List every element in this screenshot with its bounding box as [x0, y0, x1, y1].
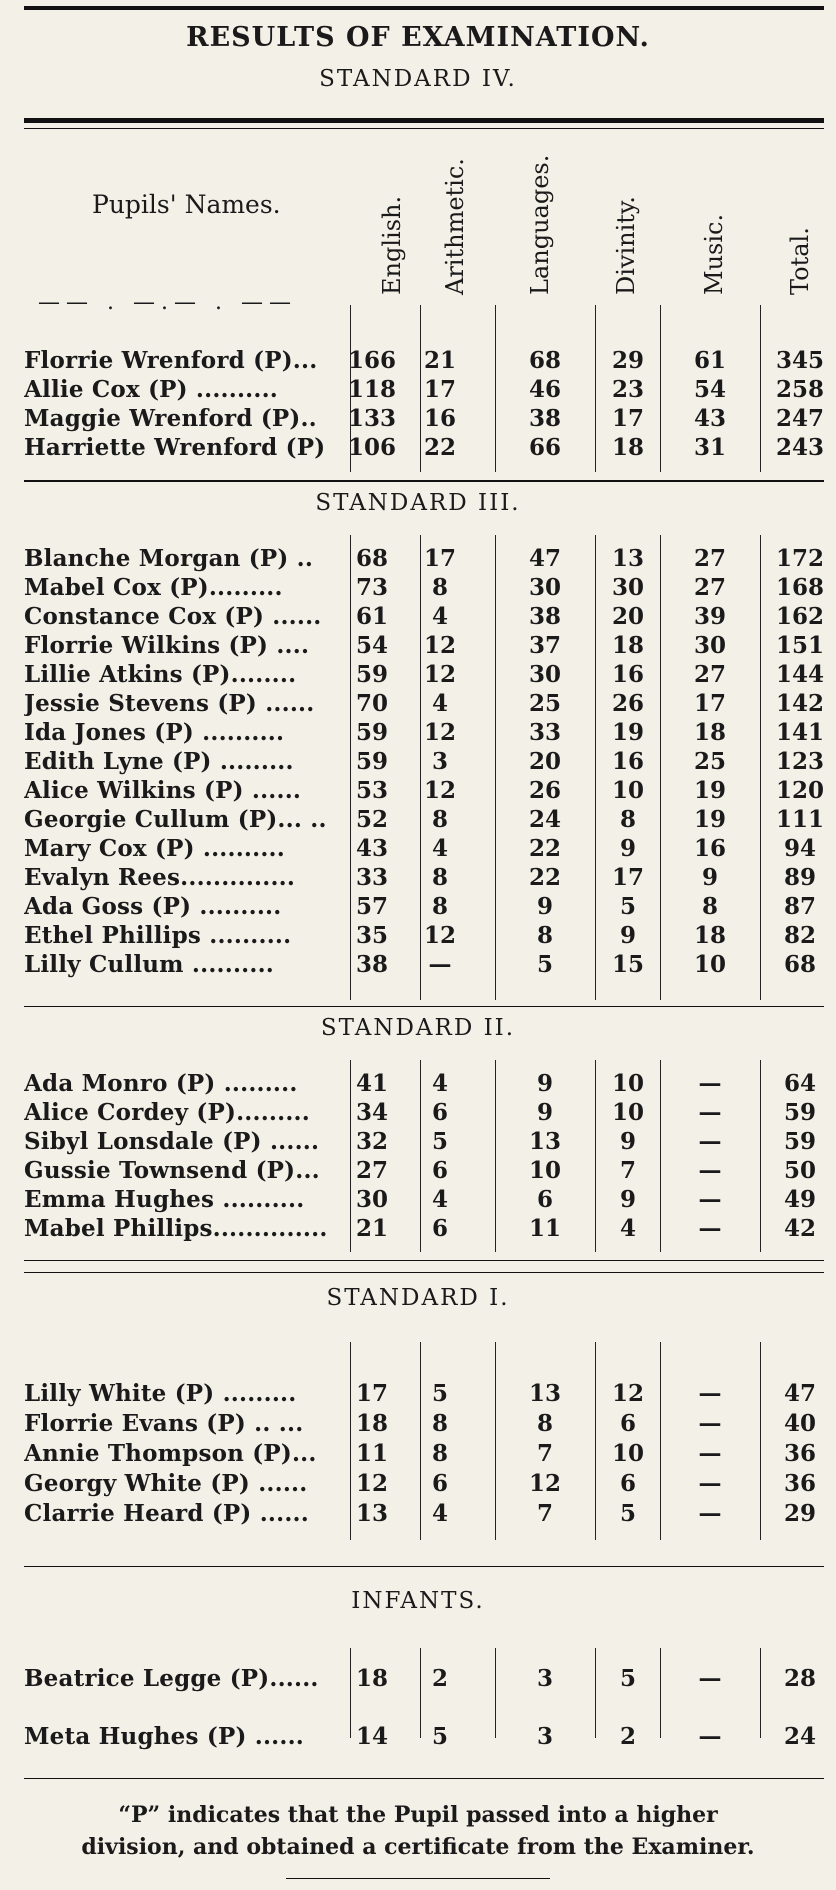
score-total: 64: [783, 1070, 816, 1097]
pupil-name: Alice Wilkins (P) ......: [24, 777, 302, 804]
score-divinity: 16: [611, 748, 644, 775]
score-total: 82: [783, 922, 816, 949]
footnote-line-2: division, and obtained a certificate from the Examiner.: [81, 1834, 755, 1860]
pupil-name: Ethel Phillips ..........: [24, 922, 292, 949]
score-divinity: 5: [619, 893, 636, 920]
score-english: 32: [355, 1128, 388, 1155]
pupil-name: Mary Cox (P) ..........: [24, 835, 285, 862]
score-arithmetic: 16: [423, 405, 456, 432]
score-languages: 10: [528, 1157, 561, 1184]
section-heading-standard-ii: STANDARD II.: [320, 1015, 516, 1041]
score-total: 172: [775, 545, 824, 572]
pupil-name: Constance Cox (P) ......: [24, 603, 322, 630]
score-english: 35: [355, 922, 388, 949]
section-heading-standard-iv: STANDARD IV.: [319, 66, 517, 92]
score-english: 61: [355, 603, 388, 630]
pupil-name: Maggie Wrenford (P)..: [24, 405, 317, 432]
pupil-name: Mabel Cox (P).........: [24, 574, 283, 601]
score-arithmetic: 12: [423, 661, 456, 688]
score-divinity: 5: [619, 1665, 636, 1692]
score-arithmetic: 8: [431, 806, 448, 833]
pupil-name: Meta Hughes (P) ......: [24, 1723, 304, 1750]
score-music: 8: [701, 893, 718, 920]
section-heading-infants: INFANTS.: [351, 1588, 485, 1614]
score-languages: 7: [536, 1500, 553, 1527]
table-row: [0, 1500, 836, 1530]
score-english: 21: [355, 1215, 388, 1242]
score-music: —: [698, 1440, 722, 1467]
score-arithmetic: 6: [431, 1215, 448, 1242]
score-music: —: [698, 1665, 722, 1692]
score-english: 59: [355, 748, 388, 775]
pupil-name: Florrie Wilkins (P) ....: [24, 632, 310, 659]
score-total: 162: [775, 603, 824, 630]
score-divinity: 6: [619, 1410, 636, 1437]
score-languages: 13: [528, 1380, 561, 1407]
score-music: —: [698, 1128, 722, 1155]
header-dash-ornament: —— . —.— . ——: [38, 290, 297, 315]
score-music: —: [698, 1099, 722, 1126]
table-row: [0, 1665, 836, 1695]
score-total: 142: [775, 690, 824, 717]
score-total: 123: [775, 748, 824, 775]
score-music: 18: [693, 719, 726, 746]
score-languages: 66: [528, 434, 561, 461]
column-header-arithmetic: Arithmetic.: [441, 158, 469, 295]
score-languages: 68: [528, 347, 561, 374]
score-divinity: 10: [611, 1440, 644, 1467]
table-row: [0, 405, 836, 435]
score-music: 39: [693, 603, 726, 630]
score-english: 41: [355, 1070, 388, 1097]
score-total: 49: [783, 1186, 816, 1213]
score-english: 52: [355, 806, 388, 833]
score-divinity: 29: [611, 347, 644, 374]
page-title: RESULTS OF EXAMINATION.: [186, 22, 650, 53]
score-english: 13: [355, 1500, 388, 1527]
table-row: [0, 893, 836, 923]
score-english: 12: [355, 1470, 388, 1497]
top-rule: [24, 6, 824, 10]
pupil-name: Florrie Evans (P) .. ...: [24, 1410, 304, 1437]
score-divinity: 7: [619, 1157, 636, 1184]
score-arithmetic: 12: [423, 922, 456, 949]
score-arithmetic: 21: [423, 347, 456, 374]
score-total: 24: [783, 1723, 816, 1750]
score-music: 16: [693, 835, 726, 862]
score-languages: 9: [536, 893, 553, 920]
score-divinity: 23: [611, 376, 644, 403]
score-languages: 38: [528, 405, 561, 432]
score-arithmetic: 6: [431, 1157, 448, 1184]
score-english: 30: [355, 1186, 388, 1213]
table-row: [0, 1410, 836, 1440]
column-header-divinity: Divinity.: [612, 196, 640, 295]
score-music: —: [698, 1723, 722, 1750]
table-row: [0, 806, 836, 836]
pupil-name: Annie Thompson (P)...: [24, 1440, 317, 1467]
table-row: [0, 545, 836, 575]
score-arithmetic: 12: [423, 719, 456, 746]
score-english: 14: [355, 1723, 388, 1750]
score-arithmetic: 6: [431, 1470, 448, 1497]
footnote-rule: [286, 1878, 550, 1879]
score-total: 243: [775, 434, 824, 461]
score-music: —: [698, 1215, 722, 1242]
score-total: 59: [783, 1099, 816, 1126]
score-total: 59: [783, 1128, 816, 1155]
score-total: 28: [783, 1665, 816, 1692]
score-english: 68: [355, 545, 388, 572]
pupil-name: Emma Hughes ..........: [24, 1186, 305, 1213]
score-divinity: 13: [611, 545, 644, 572]
pupil-name: Florrie Wrenford (P)...: [24, 347, 318, 374]
score-english: 27: [355, 1157, 388, 1184]
table-row: [0, 1380, 836, 1410]
score-arithmetic: 8: [431, 1440, 448, 1467]
score-languages: 30: [528, 661, 561, 688]
pupil-name: Ada Monro (P) .........: [24, 1070, 298, 1097]
column-header-pupils: Pupils' Names.: [92, 190, 281, 219]
score-music: 27: [693, 661, 726, 688]
section-rule: [24, 1006, 824, 1007]
score-total: 94: [783, 835, 816, 862]
score-arithmetic: 8: [431, 893, 448, 920]
score-arithmetic: 4: [431, 603, 448, 630]
score-total: 144: [775, 661, 824, 688]
table-row: [0, 1440, 836, 1470]
column-header-music: Music.: [700, 213, 728, 295]
header-thick-rule: [24, 118, 824, 123]
score-total: 247: [775, 405, 824, 432]
score-music: 18: [693, 922, 726, 949]
score-total: 68: [783, 951, 816, 978]
score-divinity: 15: [611, 951, 644, 978]
footnote-line-1: “P” indicates that the Pupil passed into a higher: [118, 1802, 718, 1828]
score-languages: 11: [528, 1215, 561, 1242]
score-languages: 6: [536, 1186, 553, 1213]
score-total: 168: [775, 574, 824, 601]
score-music: —: [698, 1380, 722, 1407]
table-row: [0, 347, 836, 377]
score-divinity: 2: [619, 1723, 636, 1750]
score-languages: 37: [528, 632, 561, 659]
score-arithmetic: 5: [431, 1723, 448, 1750]
score-divinity: 10: [611, 1099, 644, 1126]
header-thin-rule: [24, 128, 824, 129]
score-divinity: 17: [611, 864, 644, 891]
score-divinity: 5: [619, 1500, 636, 1527]
score-languages: 22: [528, 835, 561, 862]
score-languages: 30: [528, 574, 561, 601]
score-total: 89: [783, 864, 816, 891]
score-divinity: 10: [611, 777, 644, 804]
pupil-name: Alice Cordey (P).........: [24, 1099, 310, 1126]
score-languages: 12: [528, 1470, 561, 1497]
table-row: [0, 922, 836, 952]
score-english: 59: [355, 661, 388, 688]
pupil-name: Jessie Stevens (P) ......: [24, 690, 315, 717]
score-music: —: [698, 1186, 722, 1213]
score-total: 50: [783, 1157, 816, 1184]
score-languages: 9: [536, 1099, 553, 1126]
pupil-name: Ada Goss (P) ..........: [24, 893, 282, 920]
score-english: 17: [355, 1380, 388, 1407]
score-divinity: 17: [611, 405, 644, 432]
score-arithmetic: —: [428, 951, 452, 978]
score-music: 31: [693, 434, 726, 461]
score-divinity: 19: [611, 719, 644, 746]
score-arithmetic: 4: [431, 1186, 448, 1213]
pupil-name: Mabel Phillips..............: [24, 1215, 328, 1242]
score-music: 27: [693, 545, 726, 572]
score-arithmetic: 6: [431, 1099, 448, 1126]
score-divinity: 8: [619, 806, 636, 833]
score-english: 166: [347, 347, 396, 374]
table-row: [0, 1723, 836, 1753]
table-row: [0, 632, 836, 662]
score-divinity: 9: [619, 922, 636, 949]
score-music: 10: [693, 951, 726, 978]
score-total: 141: [775, 719, 824, 746]
score-languages: 3: [536, 1723, 553, 1750]
score-music: 27: [693, 574, 726, 601]
table-row: [0, 690, 836, 720]
score-music: 43: [693, 405, 726, 432]
score-english: 133: [347, 405, 396, 432]
score-arithmetic: 17: [423, 545, 456, 572]
score-arithmetic: 2: [431, 1665, 448, 1692]
score-languages: 47: [528, 545, 561, 572]
score-total: 36: [783, 1470, 816, 1497]
score-arithmetic: 4: [431, 1070, 448, 1097]
score-divinity: 18: [611, 434, 644, 461]
section-rule: [24, 480, 824, 482]
score-music: —: [698, 1410, 722, 1437]
score-music: —: [698, 1500, 722, 1527]
section-rule: [24, 1272, 824, 1273]
score-languages: 46: [528, 376, 561, 403]
score-total: 47: [783, 1380, 816, 1407]
score-total: 151: [775, 632, 824, 659]
score-languages: 13: [528, 1128, 561, 1155]
pupil-name: Allie Cox (P) ..........: [24, 376, 279, 403]
table-row: [0, 864, 836, 894]
score-divinity: 26: [611, 690, 644, 717]
score-languages: 33: [528, 719, 561, 746]
score-divinity: 9: [619, 1128, 636, 1155]
score-arithmetic: 4: [431, 690, 448, 717]
pupil-name: Lilly Cullum ..........: [24, 951, 274, 978]
pupil-name: Edith Lyne (P) .........: [24, 748, 294, 775]
score-divinity: 9: [619, 1186, 636, 1213]
score-english: 73: [355, 574, 388, 601]
score-languages: 25: [528, 690, 561, 717]
score-divinity: 10: [611, 1070, 644, 1097]
score-arithmetic: 8: [431, 864, 448, 891]
table-row: [0, 748, 836, 778]
score-music: —: [698, 1070, 722, 1097]
score-english: 59: [355, 719, 388, 746]
section-rule: [24, 1566, 824, 1567]
pupil-name: Blanche Morgan (P) ..: [24, 545, 314, 572]
score-languages: 22: [528, 864, 561, 891]
score-total: 40: [783, 1410, 816, 1437]
score-music: 61: [693, 347, 726, 374]
pupil-name: Sibyl Lonsdale (P) ......: [24, 1128, 320, 1155]
score-arithmetic: 8: [431, 574, 448, 601]
score-languages: 24: [528, 806, 561, 833]
score-english: 118: [347, 376, 396, 403]
table-row: [0, 1070, 836, 1100]
score-music: —: [698, 1157, 722, 1184]
table-row: [0, 1099, 836, 1129]
score-english: 18: [355, 1410, 388, 1437]
pupil-name: Evalyn Rees..............: [24, 864, 296, 891]
score-total: 258: [775, 376, 824, 403]
pupil-name: Lillie Atkins (P)........: [24, 661, 297, 688]
score-music: 17: [693, 690, 726, 717]
score-english: 53: [355, 777, 388, 804]
score-english: 57: [355, 893, 388, 920]
score-languages: 20: [528, 748, 561, 775]
pupil-name: Georgie Cullum (P)... ..: [24, 806, 327, 833]
table-row: [0, 603, 836, 633]
score-english: 11: [355, 1440, 388, 1467]
score-english: 70: [355, 690, 388, 717]
score-divinity: 18: [611, 632, 644, 659]
score-music: —: [698, 1470, 722, 1497]
score-music: 25: [693, 748, 726, 775]
score-english: 18: [355, 1665, 388, 1692]
section-rule: [24, 1778, 824, 1779]
score-arithmetic: 22: [423, 434, 456, 461]
score-languages: 38: [528, 603, 561, 630]
score-total: 29: [783, 1500, 816, 1527]
score-languages: 8: [536, 1410, 553, 1437]
score-arithmetic: 12: [423, 777, 456, 804]
table-row: [0, 719, 836, 749]
table-row: [0, 661, 836, 691]
table-row: [0, 434, 836, 464]
table-row: [0, 951, 836, 981]
score-total: 87: [783, 893, 816, 920]
score-english: 54: [355, 632, 388, 659]
score-arithmetic: 5: [431, 1380, 448, 1407]
score-arithmetic: 12: [423, 632, 456, 659]
pupil-name: Beatrice Legge (P)......: [24, 1665, 319, 1692]
score-english: 38: [355, 951, 388, 978]
score-total: 42: [783, 1215, 816, 1242]
score-music: 19: [693, 806, 726, 833]
score-arithmetic: 17: [423, 376, 456, 403]
score-divinity: 4: [619, 1215, 636, 1242]
section-heading-standard-i: STANDARD I.: [326, 1285, 510, 1311]
score-arithmetic: 5: [431, 1128, 448, 1155]
score-arithmetic: 8: [431, 1410, 448, 1437]
score-music: 9: [701, 864, 718, 891]
table-row: [0, 1128, 836, 1158]
score-total: 111: [775, 806, 824, 833]
score-total: 345: [775, 347, 824, 374]
score-divinity: 16: [611, 661, 644, 688]
column-header-english: English.: [378, 195, 406, 295]
score-english: 106: [347, 434, 396, 461]
column-header-languages: Languages.: [526, 154, 554, 295]
score-languages: 8: [536, 922, 553, 949]
pupil-name: Georgy White (P) ......: [24, 1470, 308, 1497]
table-row: [0, 1186, 836, 1216]
pupil-name: Clarrie Heard (P) ......: [24, 1500, 309, 1527]
table-row: [0, 376, 836, 406]
pupil-name: Lilly White (P) .........: [24, 1380, 297, 1407]
score-total: 36: [783, 1440, 816, 1467]
score-english: 33: [355, 864, 388, 891]
score-arithmetic: 3: [431, 748, 448, 775]
pupil-name: Harriette Wrenford (P): [24, 434, 326, 461]
score-divinity: 12: [611, 1380, 644, 1407]
table-row: [0, 777, 836, 807]
score-arithmetic: 4: [431, 835, 448, 862]
score-english: 43: [355, 835, 388, 862]
score-music: 54: [693, 376, 726, 403]
table-row: [0, 1470, 836, 1500]
score-music: 30: [693, 632, 726, 659]
section-heading-standard-iii: STANDARD III.: [315, 490, 521, 516]
score-divinity: 9: [619, 835, 636, 862]
score-divinity: 30: [611, 574, 644, 601]
section-rule: [24, 1260, 824, 1261]
score-languages: 7: [536, 1440, 553, 1467]
score-arithmetic: 4: [431, 1500, 448, 1527]
score-languages: 3: [536, 1665, 553, 1692]
table-row: [0, 1157, 836, 1187]
score-total: 120: [775, 777, 824, 804]
pupil-name: Gussie Townsend (P)...: [24, 1157, 320, 1184]
score-languages: 5: [536, 951, 553, 978]
score-divinity: 20: [611, 603, 644, 630]
table-row: [0, 574, 836, 604]
score-music: 19: [693, 777, 726, 804]
table-row: [0, 1215, 836, 1245]
column-header-total: Total.: [786, 227, 814, 295]
score-languages: 26: [528, 777, 561, 804]
score-english: 34: [355, 1099, 388, 1126]
score-languages: 9: [536, 1070, 553, 1097]
pupil-name: Ida Jones (P) ..........: [24, 719, 285, 746]
table-row: [0, 835, 836, 865]
score-divinity: 6: [619, 1470, 636, 1497]
